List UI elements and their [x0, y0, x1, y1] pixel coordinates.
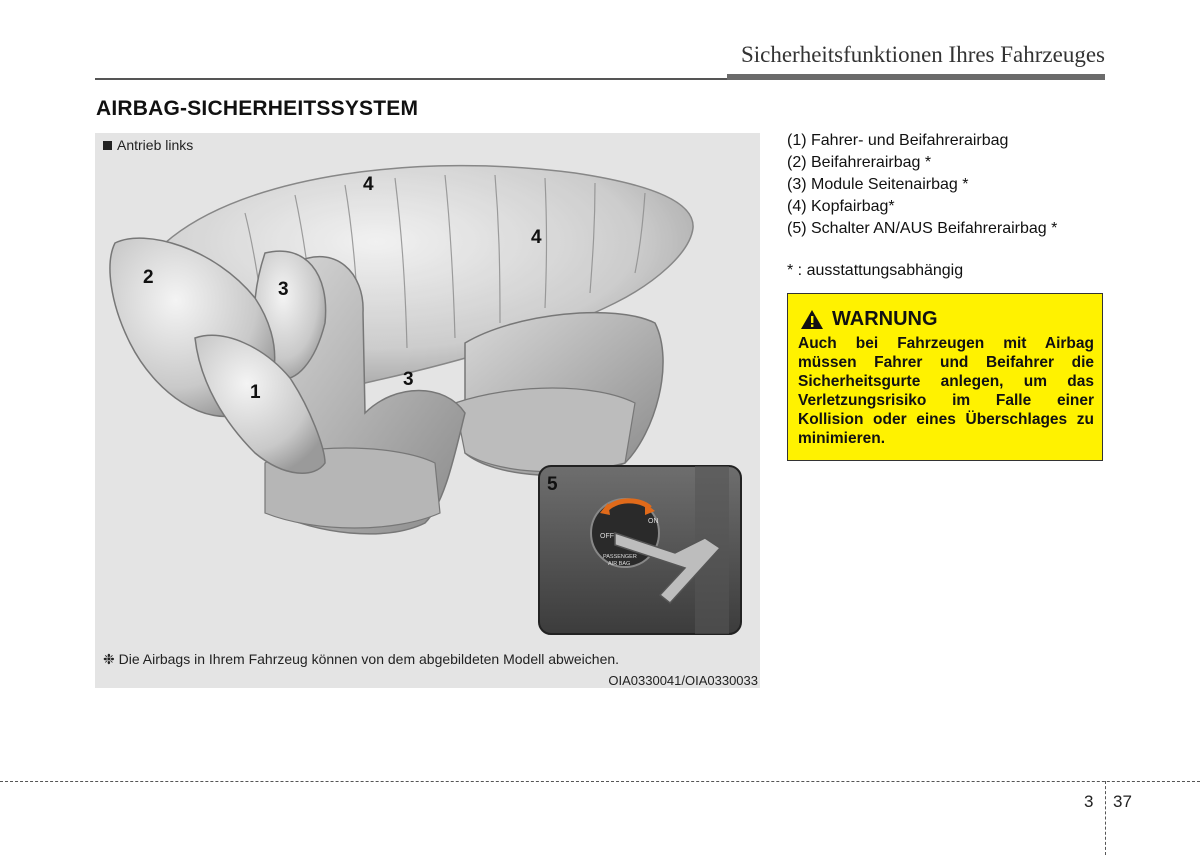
callout-4-left: 4	[363, 174, 374, 195]
callout-3-lower: 3	[403, 369, 414, 390]
header-rule-accent	[727, 74, 1105, 80]
callout-5: 5	[547, 474, 558, 495]
callout-3-upper: 3	[278, 279, 289, 300]
warning-header	[800, 308, 938, 331]
legend-item: (1) Fahrer- und Beifahrerairbag	[787, 132, 1009, 149]
switch-label-on: ON	[648, 518, 659, 525]
page-header-title: Sicherheitsfunktionen Ihres Fahrzeuges	[740, 42, 1105, 67]
legend-footnote: * : ausstattungsabhängig	[787, 262, 964, 279]
airbag-figure	[95, 133, 760, 688]
figure-note: ❉ Die Airbags in Ihrem Fahrzeug können von dem abgebildeten Modell abweichen.	[103, 651, 620, 667]
chapter-number: 3	[1084, 792, 1094, 811]
switch-label-passenger: PASSENGER	[603, 554, 637, 560]
callout-2: 2	[143, 267, 154, 288]
warning-triangle-icon	[800, 309, 824, 330]
page-number: 37	[1113, 792, 1132, 811]
warning-title: WARNUNG	[832, 308, 938, 330]
section-title: AIRBAG-SICHERHEITSSYSTEM	[96, 97, 419, 120]
footer-rule	[0, 781, 1200, 782]
legend-item: (3) Module Seitenairbag *	[787, 176, 969, 193]
switch-label-off: OFF	[600, 533, 614, 540]
callout-1: 1	[250, 382, 261, 403]
warning-box	[787, 293, 1103, 461]
warning-text: Auch bei Fahrzeugen mit Airbag müssen Fahrer und Beifahrer die Sicherheitsgurte anlegen, um das Verletzungsrisiko im Falle einer Kollision oder eines Überschlages zu minimieren.	[798, 335, 1094, 447]
airbag-illustration	[95, 133, 760, 648]
square-bullet-icon	[103, 141, 112, 150]
callout-4-right: 4	[531, 227, 542, 248]
figure-code: OIA0330041/OIA0330033	[608, 673, 758, 688]
legend-item: (5) Schalter AN/AUS Beifahrerairbag *	[787, 220, 1058, 237]
legend-item: (2) Beifahrerairbag *	[787, 154, 932, 171]
legend-item: (4) Kopfairbag*	[787, 198, 895, 215]
figure-caption-text: Antrieb links	[117, 137, 194, 153]
footer-divider	[1105, 781, 1106, 855]
switch-label-airbag: AIR BAG	[608, 561, 631, 567]
figure-caption	[103, 137, 193, 153]
airbag-switch-inset	[539, 466, 741, 634]
legend-list	[787, 130, 1057, 240]
